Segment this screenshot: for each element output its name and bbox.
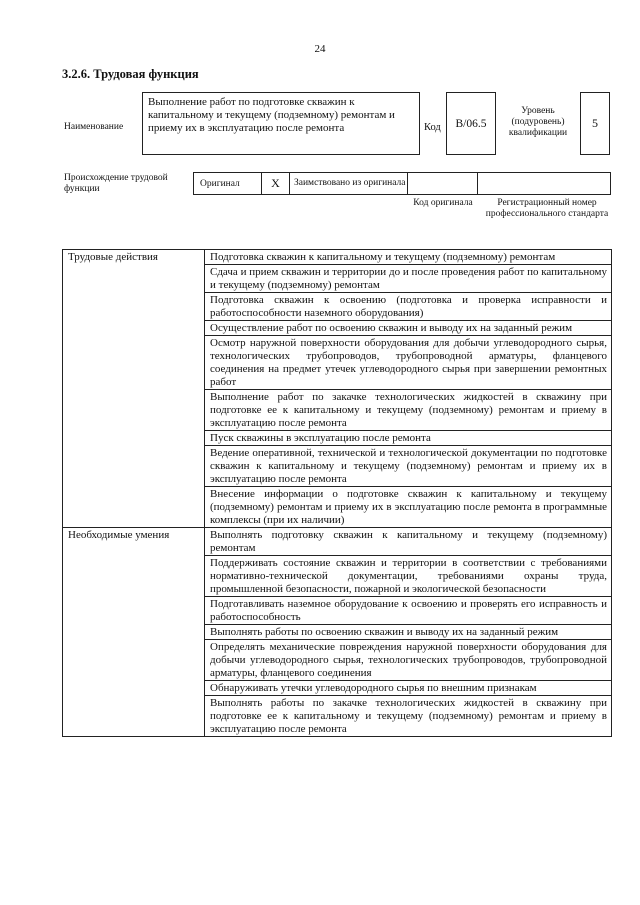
labor-action-item: Подготовка скважин к капитальному и текущему (подземному) ремонтам — [205, 250, 612, 265]
labor-action-item: Осмотр наружной поверхности оборудования для добычи углеводородного сырья, технологических трубопроводов, трубопроводной арматуры, фланцевого соединения на предмет утечек углеводородного сырья при завершении ремонтных работ — [205, 336, 612, 390]
section-title: 3.2.6. Трудовая функция — [62, 67, 199, 81]
labor-action-item: Подготовка скважин к освоению (подготовка и проверка исправности и работоспособности наземного оборудования) — [205, 293, 612, 321]
qualification-level-value: 5 — [580, 92, 610, 155]
skill-item: Поддерживать состояние скважин и территории в соответствии с требованиями нормативно-технической документации, требованиями охраны труда, промышленной безопасности, пожарной и экологической безопасности — [205, 556, 612, 597]
skill-item: Обнаруживать утечки углеводородного сырья по внешним признакам — [205, 681, 612, 696]
labor-action-item: Ведение оперативной, технической и технологической документации по подготовке скважин к капитальному и текущему (подземному) ремонтам и приему их в эксплуатацию после ремонта — [205, 446, 612, 487]
origin-label: Происхождение трудовой функции — [64, 173, 168, 194]
code-value: B/06.5 — [446, 92, 496, 155]
labor-action-item: Внесение информации о подготовке скважин к капитальному и текущему (подземному) ремонтам и приему их в эксплуатацию после ремонта в программные комплексы (при их наличии) — [205, 487, 612, 528]
skill-item: Подготавливать наземное оборудование к освоению и проверять его исправность и работоспособность — [205, 597, 612, 625]
labor-action-item: Сдача и прием скважин и территории до и после проведения работ по капитальному и текущему (подземному) ремонтам — [205, 265, 612, 293]
original-code-caption: Код оригинала — [413, 198, 473, 208]
table-row — [63, 250, 612, 265]
borrowed-label: Заимствовано из оригинала — [290, 173, 408, 194]
skill-item: Выполнять подготовку скважин к капитальному и текущему (подземному) ремонтам — [205, 528, 612, 556]
qualification-level-label: Уровень (подуровень) квалификации — [508, 106, 568, 138]
registration-number-caption: Регистрационный номер профессионального стандарта — [485, 198, 609, 219]
origin-table — [193, 172, 611, 195]
original-mark: X — [262, 173, 290, 194]
skill-item: Выполнять работы по освоению скважин и выводу их на заданный режим — [205, 625, 612, 640]
function-details-table — [62, 249, 612, 737]
skill-item: Определять механические повреждения наружной поверхности оборудования для добычи углеводородного сырья, технологических трубопроводов, трубопроводной арматуры, фланцевого соединения — [205, 640, 612, 681]
skill-item: Выполнять работы по закачке технологических жидкостей в скважину при подготовке ее к капитальному и текущему (подземному) ремонтам и приему в эксплуатацию после ремонта — [205, 696, 612, 737]
labor-actions-heading: Трудовые действия — [63, 250, 205, 528]
registration-number-cell — [478, 173, 610, 194]
labor-action-item: Осуществление работ по освоению скважин и выводу их на заданный режим — [205, 321, 612, 336]
original-code-cell — [408, 173, 478, 194]
function-name-value: Выполнение работ по подготовке скважин к капитальному и текущему (подземному) ремонтам и приему их в эксплуатацию после ремонта — [142, 92, 420, 155]
code-label: Код — [424, 122, 441, 133]
page-number: 24 — [314, 43, 326, 55]
labor-action-item: Выполнение работ по закачке технологических жидкостей в скважину при подготовке ее к капитальному и текущему (подземному) ремонтам и приему в эксплуатацию после ремонта — [205, 390, 612, 431]
required-skills-heading: Необходимые умения — [63, 528, 205, 737]
name-label: Наименование — [64, 122, 124, 132]
table-row — [63, 528, 612, 556]
labor-action-item: Пуск скважины в эксплуатацию после ремонта — [205, 431, 612, 446]
original-label: Оригинал — [194, 173, 262, 194]
